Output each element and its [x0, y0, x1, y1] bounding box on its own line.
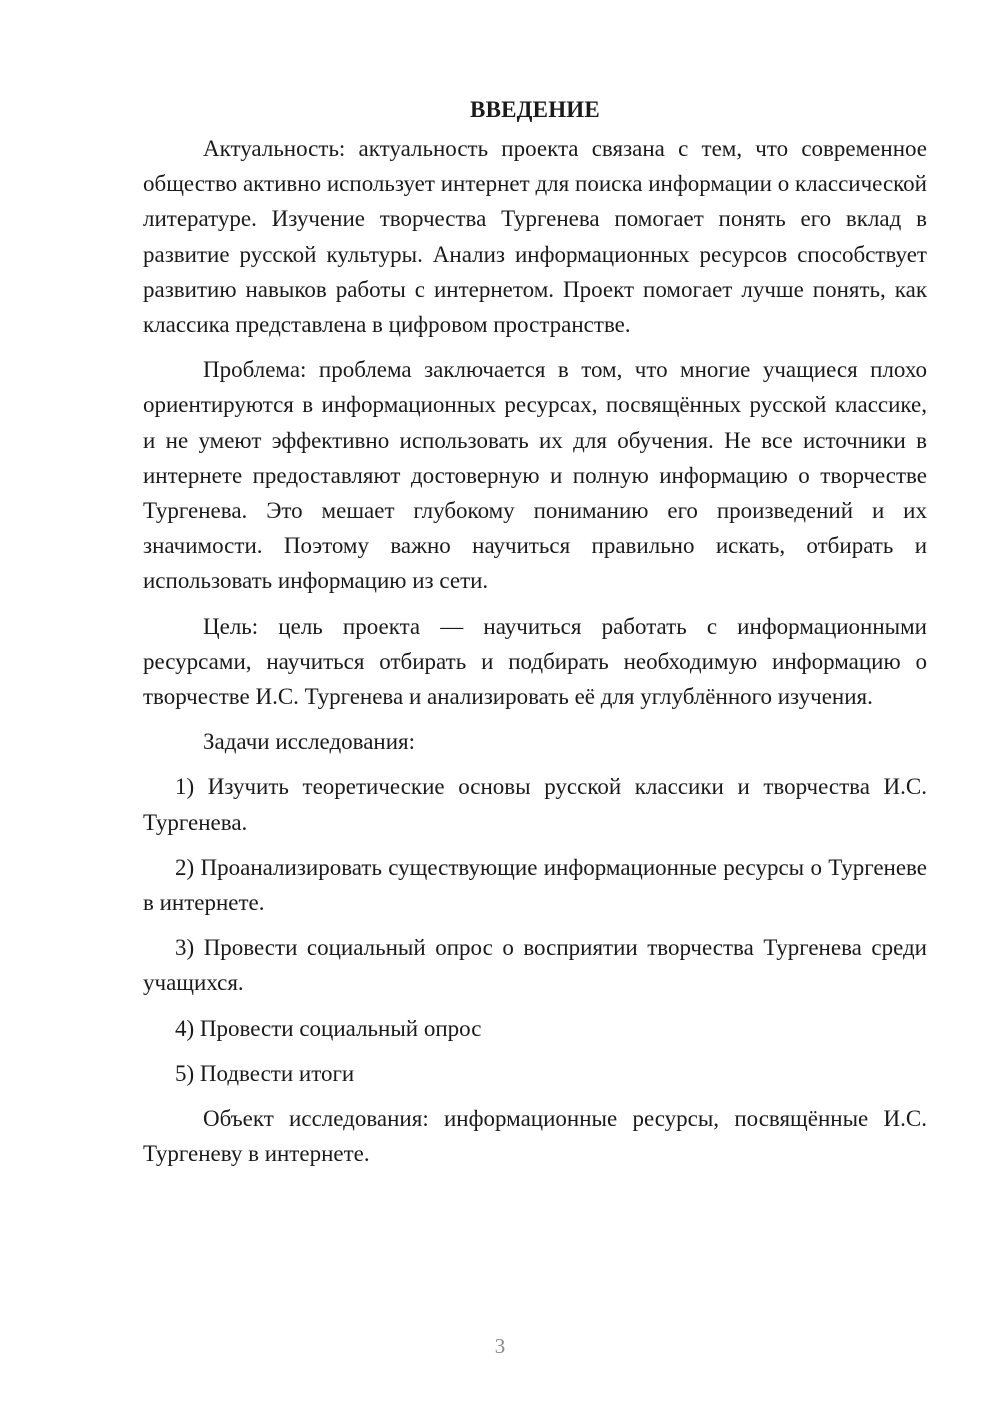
goal-paragraph: Цель: цель проекта — научиться работать с информационными ресурсами, научиться отбирать и подбирать необходимую информацию о творчестве И.С. Тургенева и анализировать её для углублённого изучения.	[143, 613, 927, 710]
object-paragraph: Объект исследования: информационные ресурсы, посвящённые И.С. Тургеневу в интернете.	[143, 1106, 927, 1167]
section-heading: ВВЕДЕНИЕ	[470, 97, 600, 122]
task-item-4: 4) Провести социальный опрос	[175, 1015, 482, 1041]
tasks-title: Задачи исследования:	[203, 729, 416, 755]
task-item-2: 2) Проанализировать существующие информационные ресурсы о Тургеневе в интернете.	[143, 854, 927, 916]
document-page	[143, 92, 927, 1171]
relevance-paragraph: Актуальность: актуальность проекта связана с тем, что современное общество активно использует интернет для поиска информации о классической литературе. Изучение творчества Тургенева помогает понять его вклад в развитие русской культуры. Анализ информационных ресурсов способствует развитию навыков работы с интернетом. Проект помогает лучше понять, как классика представлена в цифровом пространстве.	[143, 136, 927, 338]
task-item-5: 5) Подвести итоги	[175, 1060, 355, 1086]
task-item-1: 1) Изучить теоретические основы русской классики и творчества И.С. Тургенева.	[143, 774, 927, 835]
page-number: 3	[494, 1334, 506, 1358]
task-item-3: 3) Провести социальный опрос о восприятии творчества Тургенева среди учащихся.	[143, 935, 927, 996]
problem-paragraph: Проблема: проблема заключается в том, что многие учащиеся плохо ориентируются в информационных ресурсах, посвящённых русской классике, и не умеют эффективно использовать их для обучения. Не все источники в интернете предоставляют достоверную и полную информацию о творчестве Тургенева. Это мешает глубокому пониманию его произведений и их значимости. Поэтому важно научиться правильно искать, отбирать и использовать информацию из сети.	[143, 357, 927, 594]
